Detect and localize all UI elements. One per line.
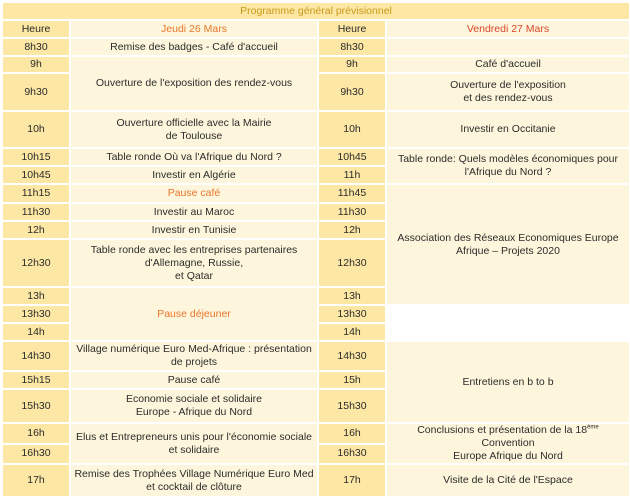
hour-right-cell: 16h30 [318, 444, 386, 465]
activity-cell: Table ronde Où va l'Afrique du Nord ? [70, 148, 318, 166]
hour-right-cell: 11h45 [318, 184, 386, 203]
activity-cell: Investir en Tunisie [70, 221, 318, 239]
activity-cell [70, 464, 318, 497]
hour-right-cell: 10h45 [318, 148, 386, 166]
activity-line: et cocktail de clôture [146, 480, 242, 493]
hour-right-cell: 15h [318, 371, 386, 389]
hour-right-cell: 14h30 [318, 341, 386, 371]
activity-line: d'Allemagne, Russie, [144, 256, 244, 269]
activity-cell [386, 184, 630, 305]
activity-cell: Pause café [70, 371, 318, 389]
activity-cell: Visite de la Cité de l'Espace [386, 464, 630, 497]
header-day-thursday: Jeudi 26 Mars [70, 20, 318, 38]
hour-right-cell: 9h [318, 56, 386, 73]
hour-left-cell: 15h15 [2, 371, 70, 389]
activity-line: Economie sociale et solidaire [126, 393, 262, 405]
activity-cell: Remise des badges - Café d'accueil [70, 38, 318, 56]
hour-left-cell: 15h30 [2, 389, 70, 423]
activity-cell: Investir en Algérie [70, 166, 318, 184]
activity-cell: Café d'accueil [386, 56, 630, 73]
pause-cafe-cell: Pause café [70, 184, 318, 203]
hour-left-cell: 10h15 [2, 148, 70, 166]
activity-cell: Investir en Occitanie [386, 111, 630, 148]
activity-line: Afrique – Projets 2020 [456, 244, 560, 257]
hour-left-cell: 13h [2, 287, 70, 305]
activity-cell: Entretiens en b to b [386, 341, 630, 423]
activity-line: Conclusions et présentation de la 18ème Convention [417, 424, 599, 449]
hour-left-cell: 11h15 [2, 184, 70, 203]
hour-right-cell: 10h [318, 111, 386, 148]
hour-left-cell: 12h [2, 221, 70, 239]
hour-left-cell: 10h45 [2, 166, 70, 184]
activity-line: l'Afrique du Nord ? [464, 166, 552, 178]
activity-line: de Toulouse [165, 129, 223, 142]
hour-left-cell: 13h30 [2, 305, 70, 323]
programme-table [1, 1, 630, 498]
hour-right-cell: 12h30 [318, 239, 386, 287]
activity-line: Table ronde: Quels modèles économiques pour [397, 153, 619, 165]
hour-left-cell: 10h [2, 111, 70, 148]
activity-line: de projets [170, 356, 218, 368]
activity-line: Association des Réseaux Economiques Europe [397, 231, 619, 244]
activity-line: et des rendez-vous [463, 92, 553, 104]
activity-line: Elus et Entrepreneurs unis pour l'économie sociale [75, 430, 313, 443]
hour-right-cell: 13h30 [318, 305, 386, 323]
activity-line: et solidaire [168, 443, 220, 456]
hour-right-cell: 11h30 [318, 203, 386, 221]
header-day-friday: Vendredi 27 Mars [386, 20, 630, 38]
activity-cell: Investir au Maroc [70, 203, 318, 221]
activity-line: Village numérique Euro Med-Afrique : présentation [76, 343, 312, 355]
activity-cell: Ouverture de l'exposition des rendez-vous [70, 56, 318, 111]
hour-left-cell: 17h [2, 464, 70, 497]
hour-left-cell: 8h30 [2, 38, 70, 56]
hour-right-cell: 17h [318, 464, 386, 497]
superscript: ème [587, 424, 599, 431]
hour-right-cell: 15h30 [318, 389, 386, 423]
pause-dejeuner-cell: Pause déjeuner [70, 287, 318, 341]
activity-line: Europe - Afrique du Nord [135, 406, 253, 418]
hour-right-cell: 13h [318, 287, 386, 305]
activity-cell [70, 423, 318, 464]
activity-cell [70, 111, 318, 148]
hour-right-cell: 16h [318, 423, 386, 444]
activity-line: Europe Afrique du Nord [453, 450, 563, 462]
hour-left-cell: 14h30 [2, 341, 70, 371]
header-hour-right: Heure [318, 20, 386, 38]
header-hour-left: Heure [2, 20, 70, 38]
activity-line: et Qatar [175, 269, 213, 282]
hour-right-cell: 9h30 [318, 73, 386, 111]
activity-cell-empty [386, 38, 630, 56]
hour-left-cell: 16h [2, 423, 70, 444]
activity-cell [386, 148, 630, 184]
activity-cell [70, 389, 318, 423]
hour-right-cell: 8h30 [318, 38, 386, 56]
hour-left-cell: 9h [2, 56, 70, 73]
activity-cell [70, 239, 318, 287]
hour-right-cell: 11h [318, 166, 386, 184]
hour-left-cell: 12h30 [2, 239, 70, 287]
activity-line: Ouverture officielle avec la Mairie [116, 116, 272, 129]
hour-right-cell: 12h [318, 221, 386, 239]
hour-left-cell: 16h30 [2, 444, 70, 465]
hour-left-cell: 14h [2, 323, 70, 341]
hour-left-cell: 11h30 [2, 203, 70, 221]
hour-right-cell: 14h [318, 323, 386, 341]
activity-cell [70, 341, 318, 371]
activity-cell [386, 423, 630, 464]
activity-line: Remise des Trophées Village Numérique Euro Med [74, 467, 314, 480]
hour-left-cell: 9h30 [2, 73, 70, 111]
activity-line: Ouverture de l'exposition [450, 79, 566, 91]
activity-cell [386, 73, 630, 111]
table-title: Programme général prévisionnel [2, 2, 630, 20]
activity-line: Table ronde avec les entreprises partenaires [90, 243, 298, 256]
